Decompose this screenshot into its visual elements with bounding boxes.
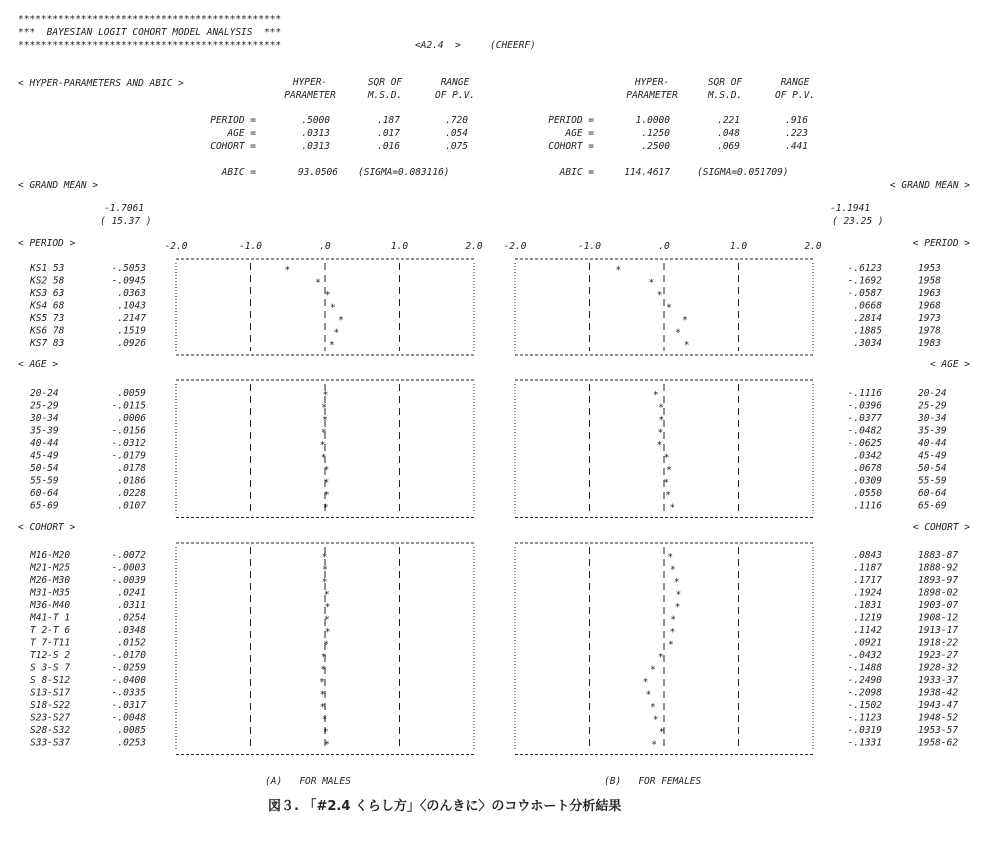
male-value-0-0: -.5053	[111, 263, 146, 274]
male-value-2-5: .0254	[117, 612, 146, 624]
male-marker-0-6: *	[329, 340, 335, 351]
female-axis-tick-1: -1.0	[578, 241, 601, 252]
male-marker-2-10: *	[319, 677, 325, 688]
female-marker-1-8: *	[665, 490, 671, 501]
row-label-1-9: 65-69	[30, 500, 59, 512]
row-label-0-2: KS3 63	[30, 288, 65, 299]
female-value-1-9: .1116	[853, 500, 882, 512]
male-col-hyper-h2: PARAMETER	[284, 90, 336, 101]
male-marker-2-1: *	[322, 564, 328, 576]
row-label-1-5: 45-49	[30, 450, 59, 462]
female-axis-tick-2: .0	[658, 241, 670, 252]
row-label-right-1-1: 25-29	[918, 400, 947, 412]
female-period-sqr: .221	[717, 115, 740, 126]
male-marker-2-13: *	[321, 714, 328, 726]
row-label-0-4: KS5 73	[30, 313, 65, 324]
female-marker-2-12: *	[649, 702, 656, 713]
female-marker-2-14: *	[658, 727, 665, 738]
female-cohort-label: COHORT =	[548, 141, 594, 152]
female-age-label: AGE =	[565, 128, 594, 139]
row-label-0-5: KS6 78	[30, 325, 65, 337]
female-value-1-3: -.0482	[847, 425, 882, 437]
female-value-2-5: .1219	[853, 612, 882, 624]
row-label-0-1: KS2 58	[30, 275, 65, 287]
female-value-2-6: .1142	[853, 625, 882, 636]
male-axis-tick-4: 2.0	[465, 241, 483, 252]
row-label-1-4: 40-44	[30, 438, 59, 449]
female-axis-tick-3: 1.0	[729, 241, 748, 252]
female-period-hyper: 1.0000	[635, 115, 670, 126]
female-value-2-7: .0921	[853, 637, 882, 649]
female-cohort-range: .441	[785, 141, 808, 152]
row-label-right-0-4: 1973	[918, 313, 941, 324]
male-period-label: PERIOD =	[210, 115, 256, 126]
female-marker-2-1: *	[669, 564, 676, 576]
row-label-1-3: 35-39	[30, 425, 59, 437]
male-value-1-8: .0228	[117, 488, 146, 499]
female-marker-1-5: *	[663, 452, 670, 464]
female-value-2-13: -.1123	[847, 712, 882, 724]
section-label-right-0: < PERIOD >	[912, 238, 970, 249]
row-label-right-2-5: 1908-12	[918, 612, 959, 624]
section-label-left-2: < COHORT >	[18, 522, 76, 533]
male-marker-2-7: *	[323, 639, 329, 651]
row-label-2-4: M36-M40	[30, 600, 71, 611]
female-axis-tick-0: -2.0	[503, 241, 527, 252]
row-label-right-2-2: 1893-97	[918, 575, 959, 586]
row-label-2-12: S18-S22	[30, 700, 71, 711]
male-marker-0-3: *	[329, 302, 336, 314]
male-value-1-4: -.0312	[111, 438, 146, 449]
female-marker-2-13: *	[652, 714, 659, 726]
female-period-range: .916	[785, 115, 808, 126]
female-marker-0-5: *	[675, 327, 681, 339]
female-marker-1-3: *	[657, 427, 664, 439]
male-axis-tick-3: 1.0	[390, 241, 409, 252]
section-label-right-1: < AGE >	[929, 359, 970, 370]
row-label-right-1-6: 50-54	[918, 463, 947, 474]
male-value-2-3: .0241	[117, 587, 146, 599]
male-value-2-7: .0152	[117, 637, 146, 649]
male-marker-2-3: *	[323, 589, 330, 601]
row-label-right-0-2: 1963	[918, 288, 941, 299]
row-label-1-7: 55-59	[30, 475, 59, 487]
banner-stars-top: **********************************************	[18, 14, 282, 25]
row-label-2-6: T 2-T 6	[30, 625, 71, 636]
male-marker-2-14: *	[322, 727, 329, 738]
male-value-0-1: -.0945	[111, 275, 146, 287]
row-label-2-13: S23-S27	[30, 712, 71, 724]
male-value-2-0: -.0072	[111, 550, 146, 561]
male-cohort-hyper: .0313	[301, 141, 330, 152]
grand-mean-male-t: ( 15.37 )	[100, 216, 152, 227]
row-label-right-0-5: 1978	[918, 325, 941, 337]
male-cohort-range: .075	[445, 141, 468, 152]
male-marker-0-1: *	[315, 277, 321, 289]
male-value-1-1: -.0115	[111, 400, 146, 412]
male-value-2-8: -.0170	[111, 650, 146, 661]
row-label-right-2-8: 1923-27	[918, 650, 959, 661]
male-value-0-3: .1043	[117, 300, 146, 312]
female-value-0-3: .0668	[853, 300, 882, 312]
row-label-2-5: M41-T 1	[30, 612, 71, 624]
male-sigma: (SIGMA=0.083116)	[358, 167, 450, 178]
male-col-range-h2: OF P.V.	[434, 90, 476, 101]
row-label-2-1: M21-M25	[30, 562, 71, 574]
row-label-right-0-0: 1953	[918, 263, 941, 274]
female-value-1-8: .0550	[853, 488, 882, 499]
female-panel-caption: (B) FOR FEMALES	[604, 776, 702, 787]
row-label-0-0: KS1 53	[30, 263, 65, 274]
female-marker-0-3: *	[666, 302, 672, 314]
female-value-2-3: .1924	[853, 587, 882, 599]
hyper-section-label: < HYPER-PARAMETERS AND ABIC >	[18, 78, 184, 89]
female-value-2-0: .0843	[853, 550, 882, 561]
female-value-0-6: .3034	[853, 338, 882, 349]
female-cohort-hyper: .2500	[641, 141, 670, 152]
row-label-right-2-1: 1888-92	[918, 562, 959, 574]
run-code: (CHEERF)	[490, 40, 536, 51]
female-value-2-1: .1187	[853, 562, 882, 574]
male-marker-2-11: *	[319, 689, 326, 701]
male-cohort-label: COHORT =	[210, 141, 256, 152]
row-label-2-9: S 3-S 7	[30, 662, 71, 674]
male-marker-2-0: *	[321, 552, 328, 563]
male-marker-0-4: *	[338, 315, 344, 326]
male-value-0-6: .0926	[117, 338, 146, 349]
male-marker-2-9: *	[320, 664, 326, 676]
male-marker-1-6: *	[323, 465, 330, 476]
male-marker-2-5: *	[324, 614, 330, 626]
female-marker-2-11: *	[645, 689, 652, 701]
female-value-0-0: -.6123	[847, 263, 882, 274]
female-value-2-2: .1717	[853, 575, 882, 586]
male-value-0-2: .0363	[117, 288, 146, 299]
female-col-sqr-h1: SQR OF	[707, 77, 743, 88]
female-age-sqr: .048	[717, 128, 740, 139]
row-label-right-1-0: 20-24	[918, 388, 947, 399]
male-col-sqr-h1: SQR OF	[367, 77, 403, 88]
female-value-1-5: .0342	[853, 450, 882, 462]
male-age-range: .054	[445, 128, 468, 139]
male-marker-2-4: *	[324, 602, 331, 613]
row-label-right-0-1: 1958	[918, 275, 941, 287]
row-label-right-2-9: 1928-32	[918, 662, 959, 674]
male-col-range-h1: RANGE	[440, 77, 470, 88]
row-label-right-2-3: 1898-02	[918, 587, 959, 599]
row-label-right-2-10: 1933-37	[918, 675, 959, 686]
row-label-right-2-4: 1903-07	[918, 600, 959, 611]
male-marker-1-1: *	[321, 402, 328, 414]
row-label-2-15: S33-S37	[30, 737, 71, 749]
row-label-2-7: T 7-T11	[30, 637, 71, 649]
female-value-2-4: .1831	[853, 600, 882, 611]
row-label-2-14: S28-S32	[30, 725, 71, 736]
female-sigma: (SIGMA=0.051709)	[697, 167, 789, 178]
male-value-2-6: .0348	[117, 625, 146, 636]
row-label-right-2-11: 1938-42	[918, 687, 959, 699]
male-period-sqr: .187	[377, 115, 400, 126]
male-value-1-6: .0178	[117, 463, 146, 474]
male-marker-2-6: *	[324, 627, 331, 638]
female-marker-2-0: *	[667, 552, 674, 563]
row-label-right-0-6: 1983	[918, 338, 941, 349]
female-marker-2-8: *	[657, 652, 664, 663]
female-marker-1-9: *	[669, 502, 676, 514]
female-marker-2-6: *	[669, 627, 676, 638]
male-marker-1-3: *	[320, 427, 327, 439]
row-label-2-11: S13-S17	[30, 687, 71, 699]
female-marker-0-6: *	[683, 340, 690, 351]
banner-stars-bottom: **********************************************	[18, 40, 282, 51]
row-label-0-6: KS7 83	[30, 338, 65, 349]
male-marker-1-8: *	[323, 490, 330, 501]
male-value-1-0: .0059	[117, 388, 146, 399]
female-col-range-h1: RANGE	[780, 77, 810, 88]
female-marker-2-9: *	[650, 664, 656, 676]
male-col-sqr-h2: M.S.D.	[367, 90, 403, 101]
row-label-1-2: 30-34	[30, 413, 59, 424]
male-marker-0-2: *	[324, 290, 331, 301]
female-abic-label: ABIC =	[559, 167, 594, 178]
male-marker-1-5: *	[320, 452, 327, 464]
female-value-0-4: .2814	[853, 313, 882, 324]
female-col-hyper-h1: HYPER-	[634, 77, 670, 88]
grand-mean-female-t: ( 23.25 )	[832, 216, 884, 227]
male-axis-tick-0: -2.0	[164, 241, 188, 252]
male-value-2-1: -.0003	[111, 562, 146, 574]
male-value-0-4: .2147	[117, 313, 146, 324]
row-label-right-2-13: 1948-52	[918, 712, 959, 724]
female-value-0-2: -.0587	[847, 288, 882, 299]
row-label-right-0-3: 1968	[918, 300, 941, 312]
female-marker-1-7: *	[663, 477, 670, 489]
male-marker-2-2: *	[321, 577, 328, 588]
female-marker-2-10: *	[642, 677, 649, 688]
male-value-2-2: -.0039	[111, 575, 146, 586]
female-age-range: .223	[785, 128, 808, 139]
banner-title: *** BAYESIAN LOGIT COHORT MODEL ANALYSIS ***	[18, 27, 282, 38]
female-value-2-12: -.1502	[847, 700, 882, 711]
male-abic-value: 93.0506	[297, 167, 338, 178]
grand-mean-label-right: < GRAND MEAN >	[889, 180, 970, 191]
male-value-2-9: -.0259	[111, 662, 146, 674]
row-label-1-6: 50-54	[30, 463, 59, 474]
female-col-sqr-h2: M.S.D.	[707, 90, 743, 101]
female-marker-1-6: *	[666, 465, 672, 476]
female-marker-0-0: *	[615, 265, 622, 276]
female-value-2-11: -.2098	[847, 687, 882, 699]
row-label-0-3: KS4 68	[30, 300, 65, 312]
female-col-hyper-h2: PARAMETER	[626, 90, 678, 101]
section-label-right-2: < COHORT >	[912, 522, 970, 533]
male-age-hyper: .0313	[301, 128, 330, 139]
male-marker-0-0: *	[284, 265, 291, 276]
female-marker-2-7: *	[667, 639, 674, 651]
female-marker-1-0: *	[652, 390, 659, 401]
female-marker-2-4: *	[674, 602, 681, 613]
female-marker-2-15: *	[651, 739, 657, 751]
row-label-1-8: 60-64	[30, 488, 59, 499]
row-label-2-0: M16-M20	[30, 550, 71, 561]
row-label-right-2-7: 1918-22	[918, 637, 959, 649]
row-label-right-1-2: 30-34	[918, 413, 947, 424]
male-marker-1-9: *	[322, 502, 329, 514]
male-panel-caption: (A) FOR MALES	[265, 776, 351, 787]
row-label-right-2-0: 1883-87	[918, 550, 959, 561]
figure-caption: 図３. 「#2.4 くらし方」〈のんきに〉のコウホート分析結果	[268, 799, 622, 814]
male-value-1-3: -.0156	[111, 425, 146, 437]
female-value-2-15: -.1331	[847, 737, 882, 749]
grand-mean-label-left: < GRAND MEAN >	[18, 180, 99, 191]
female-marker-1-1: *	[658, 402, 664, 414]
female-value-1-6: .0678	[853, 463, 882, 474]
row-label-right-1-3: 35-39	[918, 425, 947, 437]
male-value-1-5: -.0179	[111, 450, 146, 462]
male-marker-1-4: *	[319, 440, 326, 451]
male-value-2-15: .0253	[117, 737, 146, 749]
female-marker-0-4: *	[682, 315, 688, 326]
male-marker-1-2: *	[322, 415, 328, 426]
male-value-2-10: -.0400	[111, 675, 146, 686]
female-col-range-h2: OF P.V.	[774, 90, 816, 101]
female-value-1-7: .0309	[853, 475, 882, 487]
row-label-right-2-6: 1913-17	[918, 625, 959, 636]
row-label-right-2-15: 1958-62	[918, 737, 959, 749]
male-value-0-5: .1519	[117, 325, 146, 337]
row-label-right-1-4: 40-44	[918, 438, 947, 449]
male-axis-tick-2: .0	[319, 241, 331, 252]
row-label-right-2-12: 1943-47	[918, 700, 959, 711]
row-label-right-1-8: 60-64	[918, 488, 947, 499]
row-label-1-1: 25-29	[30, 400, 59, 412]
female-marker-2-2: *	[673, 577, 680, 588]
male-value-2-4: .0311	[117, 600, 146, 611]
female-marker-1-2: *	[658, 415, 665, 426]
male-period-hyper: .5000	[301, 115, 330, 126]
male-value-2-13: -.0048	[111, 712, 146, 724]
male-abic-label: ABIC =	[221, 167, 256, 178]
male-value-2-11: -.0335	[111, 687, 146, 699]
female-age-hyper: .1250	[641, 128, 670, 139]
female-value-2-8: -.0432	[847, 650, 882, 661]
male-col-hyper-h1: HYPER-	[292, 77, 328, 88]
section-label-left-0: < PERIOD >	[18, 238, 76, 249]
female-abic-value: 114.4617	[624, 167, 670, 178]
female-marker-0-2: *	[656, 290, 663, 301]
male-marker-2-12: *	[319, 702, 326, 713]
row-label-2-2: M26-M30	[30, 575, 71, 586]
row-label-right-1-5: 45-49	[918, 450, 947, 462]
run-id: <A2.4 >	[415, 40, 461, 51]
female-axis-tick-4: 2.0	[804, 241, 822, 252]
female-value-1-0: -.1116	[847, 388, 882, 399]
male-cohort-sqr: .016	[377, 141, 400, 152]
male-marker-1-7: *	[323, 477, 330, 489]
female-value-1-1: -.0396	[847, 400, 882, 412]
female-cohort-sqr: .069	[717, 141, 740, 152]
male-marker-1-0: *	[322, 390, 329, 401]
female-marker-2-3: *	[675, 589, 682, 601]
row-label-2-10: S 8-S12	[30, 675, 71, 686]
female-value-1-2: -.0377	[847, 413, 882, 424]
female-value-2-10: -.2490	[847, 675, 882, 686]
male-value-2-12: -.0317	[111, 700, 146, 711]
male-value-1-9: .0107	[117, 500, 146, 512]
row-label-2-8: T12-S 2	[30, 650, 71, 661]
female-marker-2-5: *	[670, 614, 676, 626]
female-value-1-4: -.0625	[847, 438, 882, 449]
grand-mean-male-value: -1.7061	[104, 203, 145, 214]
male-marker-2-8: *	[320, 652, 327, 663]
male-value-2-14: .0085	[117, 725, 146, 736]
female-marker-1-4: *	[656, 440, 663, 451]
female-value-0-1: -.1692	[847, 275, 882, 287]
section-label-left-1: < AGE >	[18, 359, 59, 370]
female-marker-0-1: *	[648, 277, 655, 289]
row-label-right-1-9: 65-69	[918, 500, 947, 512]
female-value-0-5: .1885	[853, 325, 882, 337]
grand-mean-female-value: -1.1941	[830, 203, 871, 214]
male-period-range: .720	[445, 115, 468, 126]
row-label-2-3: M31-M35	[30, 587, 71, 599]
female-value-2-9: -.1488	[847, 662, 882, 674]
row-label-right-1-7: 55-59	[918, 475, 947, 487]
row-label-1-0: 20-24	[30, 388, 59, 399]
male-value-1-7: .0186	[117, 475, 146, 487]
female-period-label: PERIOD =	[548, 115, 594, 126]
male-age-sqr: .017	[377, 128, 400, 139]
male-marker-2-15: *	[324, 739, 330, 751]
female-value-2-14: -.0319	[847, 725, 882, 736]
male-marker-0-5: *	[333, 327, 340, 339]
male-axis-tick-1: -1.0	[239, 241, 262, 252]
row-label-right-2-14: 1953-57	[918, 725, 959, 736]
male-age-label: AGE =	[227, 128, 256, 139]
male-value-1-2: .0006	[117, 413, 146, 424]
